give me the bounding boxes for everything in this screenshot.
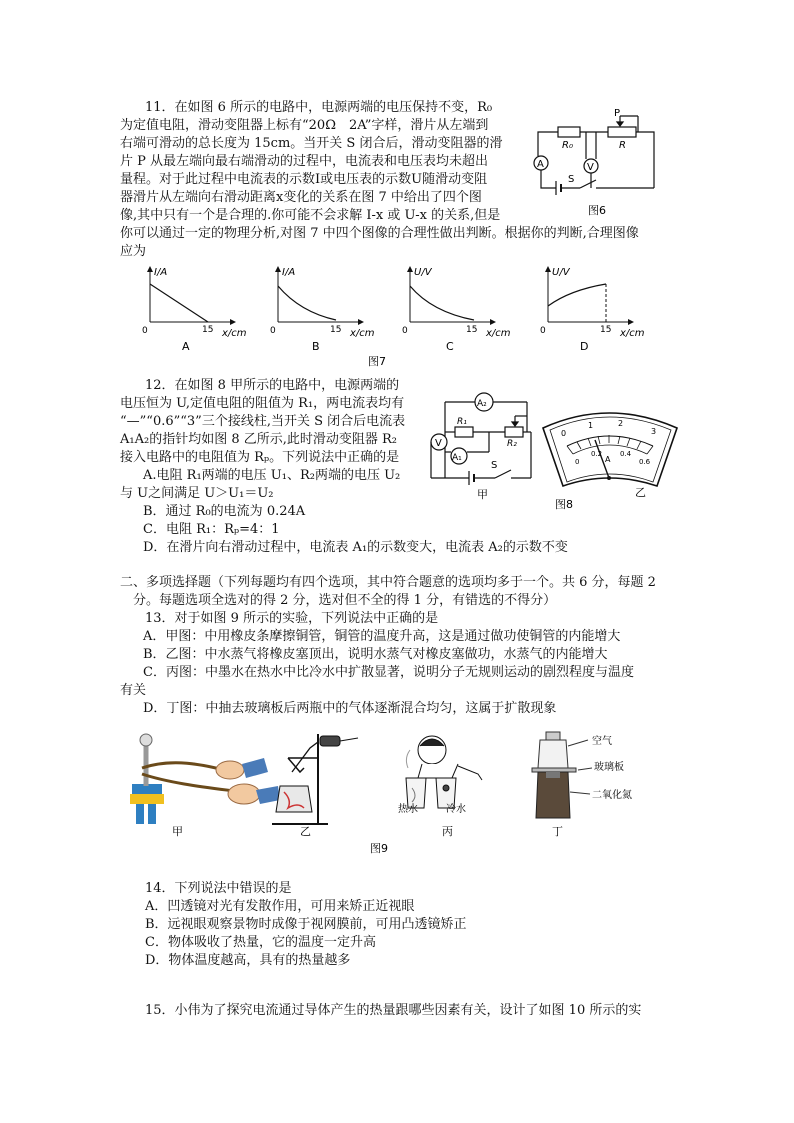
fig9-label-jia: 甲 bbox=[172, 825, 183, 838]
graph-b-tick: 15 bbox=[330, 325, 342, 335]
fig8-s-label: S bbox=[491, 460, 498, 471]
fig9-panel-yi-illustration bbox=[272, 734, 358, 824]
fig9-caption: 图9 bbox=[370, 842, 388, 855]
graph-a-origin: 0 bbox=[142, 326, 148, 336]
fig8-caption: 图8 bbox=[555, 498, 573, 511]
graph-b-letter: B bbox=[312, 340, 320, 353]
q14-option-a: A．凹透镜对光有发散作用，可用来矫正近视眼 bbox=[145, 899, 415, 914]
q11-line-6: 器滑片从左端向右滑动距离x变化的关系在图 7 中给出了四个图 bbox=[120, 190, 482, 205]
q12-line-5: 接入电路中的电阻值为 Rₚ。下列说法中正确的是 bbox=[120, 450, 400, 465]
fig9-panel-ding-illustration bbox=[532, 732, 592, 818]
graph-d-tick: 15 bbox=[600, 325, 612, 335]
section-2-line-2: 分。每题选项全选对的得 2 分，选对但不全的得 1 分，有错选的不得分） bbox=[120, 593, 557, 608]
q11-line-3: 右端可滑动的总长度为 15cm。当开关 S 闭合后，滑动变阻器的滑 bbox=[120, 136, 503, 151]
fig9-panel-jia-illustration bbox=[130, 734, 280, 824]
q13-option-d: D．丁图：中抽去玻璃板后两瓶中的气体逐渐混合均匀，这属于扩散现象 bbox=[130, 701, 557, 716]
graph-c-xlabel: x/cm bbox=[486, 328, 511, 339]
graph-a-letter: A bbox=[182, 340, 190, 353]
fig8-circuit bbox=[431, 393, 531, 501]
q14-option-d: D．物体温度越高，具有的热量越多 bbox=[145, 953, 351, 968]
graph-c-origin: 0 bbox=[402, 326, 408, 336]
q13-option-c-1: C．丙图：中墨水在热水中比冷水中扩散显著，说明分子无规则运动的剧烈程度与温度 bbox=[130, 665, 634, 680]
fig9-glass-label: 玻璃板 bbox=[594, 762, 624, 773]
graph-c-letter: C bbox=[446, 340, 454, 353]
section-2-line-1: 二、多项选择题（下列每题均有四个选项，其中符合题意的选项均多于一个。共 6 分，每题 2 bbox=[120, 575, 656, 590]
fig6-caption: 图6 bbox=[588, 204, 606, 217]
fig9-label-yi: 乙 bbox=[300, 825, 311, 838]
dial-bottom-0: 0 bbox=[575, 458, 580, 466]
graph-a-ylabel: I/A bbox=[154, 267, 168, 278]
graph-b bbox=[270, 266, 375, 353]
fig6-label-p: P bbox=[614, 108, 621, 119]
dial-top-1: 1 bbox=[588, 421, 594, 430]
dial-bottom-2: 0.4 bbox=[620, 450, 632, 458]
fig9-cold-water: 冷水 bbox=[446, 804, 466, 815]
q14-line-1: 14．下列说法中错误的是 bbox=[145, 881, 292, 896]
fig9-label-ding: 丁 bbox=[552, 825, 563, 838]
q13-line-1: 13．对于如图 9 所示的实验，下列说法中正确的是 bbox=[145, 611, 439, 626]
fig8-yi-label: 乙 bbox=[635, 486, 646, 499]
dial-top-2: 2 bbox=[618, 419, 624, 428]
dial-top-3: 3 bbox=[651, 427, 657, 436]
graph-c-tick: 15 bbox=[466, 325, 478, 335]
fig8-r2-label: R₂ bbox=[507, 439, 517, 449]
q14-option-b: B．远视眼观察景物时成像于视网膜前，可用凸透镜矫正 bbox=[145, 917, 467, 932]
dial-top-0: 0 bbox=[561, 429, 567, 438]
q11-line-8: 你可以通过一定的物理分析,对图 7 中四个图像的合理性做出判断。根据你的判断,合理图像 bbox=[120, 226, 639, 241]
fig8-v-label: V bbox=[435, 438, 442, 449]
q11-line-1: 11．在如图 6 所示的电路中，电源两端的电压保持不变，R₀ bbox=[145, 100, 493, 115]
fig8-r1-label: R₁ bbox=[457, 417, 467, 427]
q13-option-b: B．乙图：中水蒸气将橡皮塞顶出，说明水蒸气对橡皮塞做功，水蒸气的内能增大 bbox=[130, 647, 608, 662]
fig6-label-r0: R₀ bbox=[562, 140, 573, 151]
q12-line-4: A₁A₂的指针均如图 8 乙所示,此时滑动变阻器 R₂ bbox=[120, 432, 397, 447]
fig9-hot-water: 热水 bbox=[398, 804, 418, 815]
figure-9 bbox=[122, 728, 682, 856]
fig8-jia-label: 甲 bbox=[477, 488, 488, 501]
q13-option-a: A．甲图：中用橡皮条摩擦铜管，铜管的温度升高，这是通过做功使铜管的内能增大 bbox=[130, 629, 621, 644]
graph-b-ylabel: I/A bbox=[282, 267, 296, 278]
q12-option-a-1: A.电阻 R₁两端的电压 U₁、R₂两端的电压 U₂ bbox=[130, 468, 401, 483]
fig9-no2-label: 二氧化氮 bbox=[592, 790, 632, 801]
graph-d-letter: D bbox=[580, 340, 589, 353]
graph-d-xlabel: x/cm bbox=[620, 328, 645, 339]
graph-b-xlabel: x/cm bbox=[350, 328, 375, 339]
q11-line-2: 为定值电阻，滑动变阻器上标有“20Ω 2A”字样，滑片从左端到 bbox=[120, 118, 489, 133]
q12-option-b: B．通过 R₀的电流为 0.24A bbox=[130, 504, 306, 519]
q12-line-1: 12．在如图 8 甲所示的电路中，电源两端的 bbox=[145, 378, 400, 393]
figure-7-graphs bbox=[140, 262, 660, 372]
figure-6-circuit bbox=[528, 108, 670, 220]
q13-option-c-2: 有关 bbox=[120, 683, 147, 698]
q11-line-5: 量程。对于此过程中电流表的示数I或电压表的示数U随滑动变阻 bbox=[120, 172, 488, 187]
fig9-air-label: 空气 bbox=[592, 736, 612, 747]
fig6-label-r: R bbox=[619, 140, 626, 151]
graph-d-origin: 0 bbox=[540, 326, 546, 336]
q12-option-d: D．在滑片向右滑动过程中，电流表 A₁的示数变大，电流表 A₂的示数不变 bbox=[130, 540, 568, 555]
q12-option-a-2: 与 U之间满足 U＞U₁＝U₂ bbox=[120, 486, 274, 501]
graph-a bbox=[142, 266, 247, 353]
q11-line-7: 像,其中只有一个是合理的.你可能不会求解 I-x 或 U-x 的关系,但是 bbox=[120, 208, 501, 223]
dial-unit: A bbox=[605, 455, 611, 464]
graph-c-ylabel: U/V bbox=[414, 267, 432, 278]
fig8-a1-label: A₁ bbox=[452, 453, 462, 463]
fig6-voltmeter-label: V bbox=[587, 162, 594, 173]
fig6-switch-label: S bbox=[568, 174, 575, 185]
figure-8 bbox=[425, 386, 690, 518]
graph-d-ylabel: U/V bbox=[552, 267, 570, 278]
dial-bottom-3: 0.6 bbox=[639, 458, 651, 466]
graph-d bbox=[540, 266, 645, 353]
q14-option-c: C．物体吸收了热量，它的温度一定升高 bbox=[145, 935, 376, 950]
graph-a-xlabel: x/cm bbox=[222, 328, 247, 339]
q12-option-c: C．电阻 R₁：Rₚ=4：1 bbox=[130, 522, 280, 537]
q12-line-2: 电压恒为 U,定值电阻的阻值为 R₁，两电流表均有 bbox=[120, 396, 405, 411]
q15-line-1: 15．小伟为了探究电流通过导体产生的热量跟哪些因素有关，设计了如图 10 所示的实 bbox=[145, 1003, 642, 1018]
fig8-a2-label: A₂ bbox=[477, 399, 487, 409]
fig9-label-bing: 丙 bbox=[442, 825, 453, 838]
dial-bottom-1: 0.2 bbox=[591, 450, 603, 458]
q12-line-3: “—”“0.6”“3”三个接线柱,当开关 S 闭合后电流表 bbox=[120, 414, 406, 429]
graph-a-tick: 15 bbox=[202, 325, 214, 335]
graph-b-origin: 0 bbox=[270, 326, 276, 336]
fig9-panel-bing-illustration bbox=[406, 736, 482, 808]
q11-line-9: 应为 bbox=[120, 244, 147, 259]
graph-c bbox=[402, 266, 511, 353]
q11-line-4: 片 P 从最左端向最右端滑动的过程中，电流表和电压表均未超出 bbox=[120, 154, 489, 169]
fig7-caption: 图7 bbox=[368, 355, 386, 368]
fig8-ammeter-dial bbox=[543, 413, 677, 486]
fig6-ammeter-label: A bbox=[537, 159, 544, 170]
